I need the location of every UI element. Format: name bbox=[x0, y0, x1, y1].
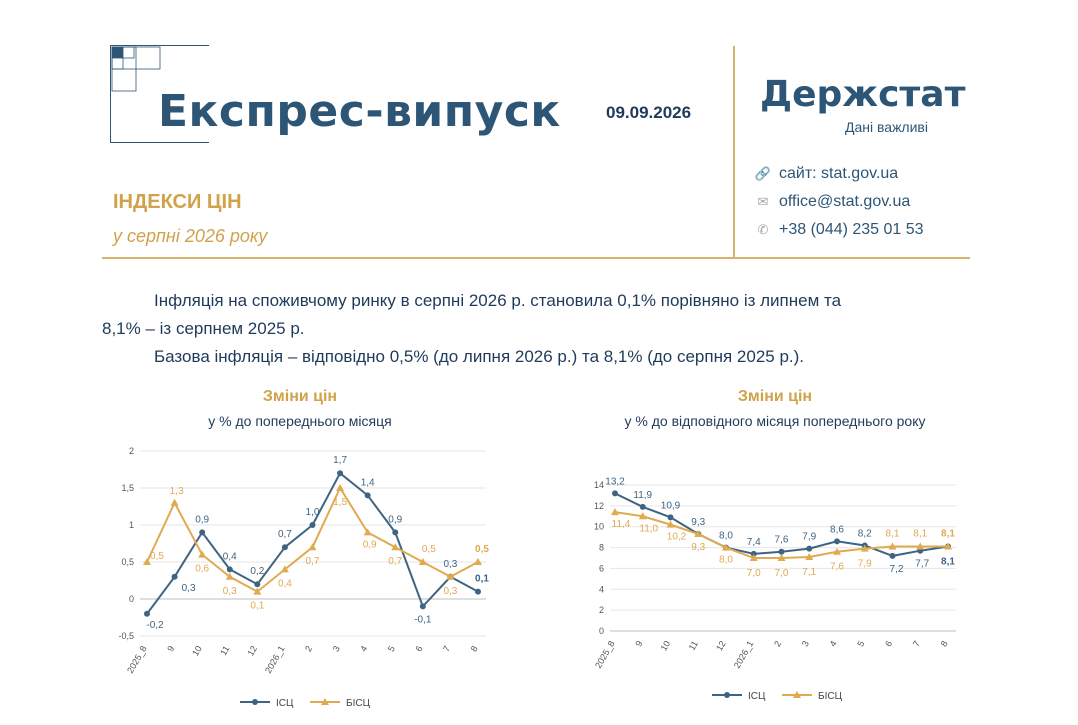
chart2-title: Зміни цін bbox=[737, 388, 813, 405]
data-label: 0,7 bbox=[305, 556, 320, 568]
data-label: 8,1 bbox=[885, 528, 900, 540]
data-point bbox=[199, 529, 205, 535]
paragraph-1-line-2: 8,1% – із серпнем 2025 р. bbox=[102, 319, 305, 338]
chart1-subtitle: у % до попереднього місяця bbox=[208, 413, 392, 429]
header-rule bbox=[102, 257, 970, 259]
x-tick-label: 5 bbox=[385, 644, 397, 654]
data-label: 8,1 bbox=[913, 528, 928, 540]
data-label: 0,3 bbox=[222, 585, 237, 597]
data-label: 11,0 bbox=[639, 523, 659, 535]
data-label: 0,2 bbox=[250, 566, 265, 578]
data-label: 7,6 bbox=[830, 561, 844, 573]
chart2-subtitle: у % до відповідного місяця попереднього року bbox=[624, 413, 926, 429]
data-label: 7,9 bbox=[802, 531, 817, 543]
data-point bbox=[392, 529, 398, 535]
x-tick-label: 2025_8 bbox=[125, 644, 149, 676]
x-tick-label: 3 bbox=[799, 639, 811, 649]
data-label: 7,0 bbox=[774, 568, 789, 579]
x-tick-label: 10 bbox=[190, 644, 204, 658]
x-tick-label: 2026_1 bbox=[262, 644, 287, 676]
x-tick-label: 2025_8 bbox=[593, 639, 617, 671]
data-label: 0,9 bbox=[362, 539, 377, 551]
contact-phone-text: +38 (044) 235 01 53 bbox=[779, 221, 924, 238]
y-tick-label: 6 bbox=[598, 563, 604, 574]
page-title: Експрес-випуск bbox=[158, 86, 561, 137]
x-tick-label: 6 bbox=[883, 639, 895, 649]
brand-tagline: Дані важливі bbox=[845, 119, 928, 135]
data-label: 0,4 bbox=[222, 551, 237, 563]
chart2 bbox=[560, 465, 980, 720]
data-point bbox=[198, 551, 206, 558]
brand-name: Держстат bbox=[760, 74, 966, 115]
y-tick-label: 0 bbox=[598, 626, 604, 636]
x-tick-label: 12 bbox=[245, 644, 260, 658]
x-tick-label: 7 bbox=[910, 639, 922, 649]
paragraph-2: Базова інфляція – відповідно 0,5% (до липня 2026 р.) та 8,1% (до серпня 2025 р.). bbox=[154, 347, 805, 366]
y-tick-label: 4 bbox=[598, 584, 604, 595]
data-point bbox=[254, 581, 260, 587]
data-label: 10,9 bbox=[660, 500, 681, 512]
data-point bbox=[144, 611, 150, 617]
x-tick-label: 3 bbox=[330, 644, 342, 654]
contact-email[interactable] bbox=[755, 193, 910, 211]
paragraph-1-line-1: Інфляція на споживчому ринку в серпні 2026 р. становила 0,1% порівняно із липнем та bbox=[154, 291, 842, 310]
data-label: 9,3 bbox=[691, 542, 706, 554]
data-label: 9,3 bbox=[691, 517, 706, 529]
y-tick-label: 1 bbox=[128, 520, 134, 530]
data-label: 0,5 bbox=[421, 544, 436, 555]
data-point bbox=[612, 490, 618, 496]
data-label: 7,7 bbox=[915, 558, 930, 570]
data-label: 0,3 bbox=[443, 558, 458, 570]
data-label: 7,2 bbox=[889, 563, 904, 575]
data-label: 8,0 bbox=[719, 554, 733, 566]
data-label: 0,9 bbox=[388, 514, 403, 526]
x-tick-label: 11 bbox=[218, 644, 232, 658]
contact-email-text: office@stat.gov.ua bbox=[779, 193, 911, 210]
data-label: 8,1 bbox=[941, 528, 955, 540]
data-label: 0,1 bbox=[250, 600, 265, 612]
data-label: 0,5 bbox=[475, 544, 489, 555]
x-tick-label: 9 bbox=[165, 644, 177, 654]
data-label: 0,9 bbox=[195, 514, 210, 526]
section-title: ІНДЕКСИ ЦІН bbox=[113, 191, 242, 213]
release-date: 09.09.2026 bbox=[606, 103, 692, 122]
chart1-title: Зміни цін bbox=[262, 388, 338, 405]
data-label: 13,2 bbox=[605, 476, 625, 488]
data-point bbox=[806, 546, 812, 552]
data-label: 0,6 bbox=[195, 563, 210, 575]
data-point bbox=[420, 603, 426, 609]
link-icon: 🔗 bbox=[754, 166, 772, 181]
legend-label: ІСЦ bbox=[748, 691, 766, 702]
y-tick-label: 10 bbox=[593, 521, 604, 532]
data-label: 0,7 bbox=[388, 556, 403, 568]
data-label: 0,3 bbox=[443, 585, 458, 597]
x-tick-label: 10 bbox=[658, 639, 673, 653]
y-tick-label: 0,5 bbox=[121, 557, 134, 567]
data-label: 11,4 bbox=[611, 519, 631, 531]
legend-marker bbox=[724, 692, 730, 698]
data-point bbox=[834, 538, 840, 544]
data-label: 8,6 bbox=[830, 524, 844, 536]
data-label: 1,3 bbox=[169, 485, 184, 497]
data-point bbox=[337, 470, 343, 476]
y-tick-label: 8 bbox=[598, 542, 604, 553]
data-point bbox=[890, 553, 896, 559]
x-tick-label: 11 bbox=[686, 639, 700, 653]
phone-icon: ✆ bbox=[757, 222, 769, 237]
y-tick-label: 14 bbox=[593, 480, 604, 490]
data-label: 10,2 bbox=[666, 531, 687, 543]
x-tick-label: 2 bbox=[303, 644, 315, 654]
data-label: 7,4 bbox=[746, 536, 761, 548]
y-tick-label: 1,5 bbox=[121, 483, 134, 493]
data-label: -0,2 bbox=[146, 619, 164, 631]
legend-label: БІСЦ bbox=[818, 691, 842, 702]
data-label: 0,1 bbox=[475, 573, 489, 585]
data-point bbox=[227, 566, 233, 572]
y-tick-label: 0 bbox=[128, 594, 134, 604]
data-label: 8,1 bbox=[941, 556, 955, 568]
section-subtitle: у серпні 2026 року bbox=[113, 226, 268, 246]
contact-website[interactable] bbox=[755, 165, 898, 183]
y-tick-label: 2 bbox=[598, 605, 604, 616]
data-point bbox=[310, 522, 316, 528]
data-point bbox=[172, 574, 178, 580]
data-point bbox=[365, 492, 371, 498]
data-point bbox=[309, 543, 317, 550]
x-tick-label: 7 bbox=[440, 644, 453, 654]
data-point bbox=[668, 514, 674, 520]
data-point bbox=[282, 544, 288, 550]
data-label: 0,7 bbox=[277, 529, 292, 541]
data-label: 7,9 bbox=[857, 558, 872, 570]
data-label: 7,1 bbox=[802, 566, 817, 578]
header-divider bbox=[733, 46, 735, 258]
x-tick-label: 4 bbox=[358, 644, 370, 654]
legend-label: БІСЦ bbox=[346, 698, 370, 709]
x-tick-label: 4 bbox=[827, 639, 839, 649]
data-label: 7,6 bbox=[774, 534, 789, 546]
data-label: 8,2 bbox=[857, 528, 872, 540]
x-tick-label: 6 bbox=[413, 644, 425, 654]
contact-website-text: сайт: stat.gov.ua bbox=[779, 165, 899, 182]
contact-phone[interactable] bbox=[755, 221, 924, 239]
legend-marker bbox=[252, 699, 258, 705]
x-tick-label: 2026_1 bbox=[731, 639, 756, 671]
data-point bbox=[779, 549, 785, 555]
data-label: 11,9 bbox=[633, 489, 653, 501]
y-tick-label: 12 bbox=[593, 500, 604, 511]
data-label: 8,0 bbox=[719, 530, 733, 542]
chart1 bbox=[100, 440, 500, 720]
data-label: 0,5 bbox=[150, 551, 164, 562]
y-tick-label: 2 bbox=[128, 446, 134, 456]
x-tick-label: 9 bbox=[633, 639, 645, 649]
data-label: -0,1 bbox=[414, 614, 432, 626]
data-point bbox=[171, 499, 179, 506]
data-label: 1,0 bbox=[305, 507, 320, 518]
x-tick-label: 8 bbox=[938, 639, 950, 649]
y-tick-label: -0,5 bbox=[118, 631, 134, 641]
mail-icon: ✉ bbox=[757, 194, 769, 209]
data-point bbox=[475, 589, 481, 595]
x-tick-label: 8 bbox=[468, 644, 480, 654]
data-label: 1,5 bbox=[333, 497, 348, 508]
data-point bbox=[640, 504, 646, 510]
data-label: 0,3 bbox=[181, 582, 196, 594]
x-tick-label: 12 bbox=[714, 639, 728, 653]
data-label: 1,7 bbox=[333, 455, 348, 467]
x-tick-label: 2 bbox=[772, 639, 784, 649]
data-label: 0,4 bbox=[277, 578, 292, 590]
x-tick-label: 5 bbox=[855, 639, 867, 649]
data-label: 7,0 bbox=[746, 568, 761, 579]
data-label: 1,4 bbox=[360, 477, 375, 489]
legend-label: ІСЦ bbox=[276, 698, 294, 709]
